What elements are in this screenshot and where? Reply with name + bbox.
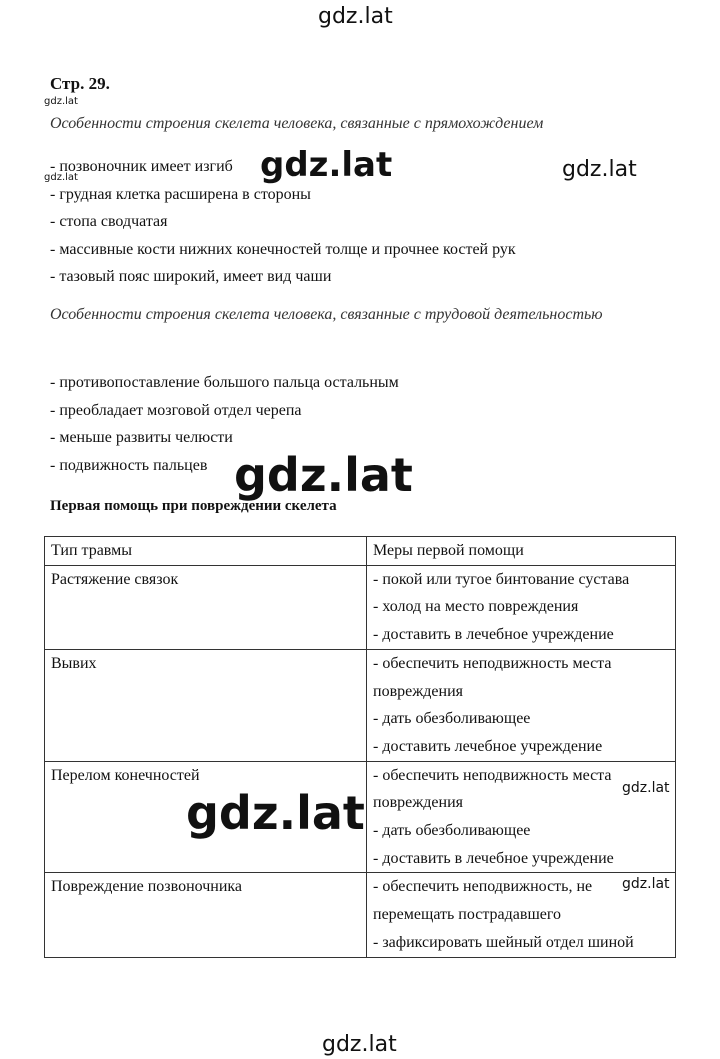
measure-item: - доставить в лечебное учреждение <box>373 849 614 867</box>
measures-cell <box>367 649 676 761</box>
measure-item: - доставить лечебное учреждение <box>373 737 603 755</box>
watermark-large: gdz.lat <box>260 145 393 185</box>
watermark-large: gdz.lat <box>234 448 413 502</box>
measures-cell <box>367 565 676 649</box>
watermark-small: gdz.lat <box>622 780 670 796</box>
section-heading-labor: Особенности строения скелета человека, связанные с трудовой деятельностью <box>50 306 603 323</box>
watermark-top: gdz.lat <box>318 4 393 29</box>
table-row <box>45 565 676 649</box>
watermark-small: gdz.lat <box>622 876 670 892</box>
measure-item: - зафиксировать шейный отдел шиной <box>373 933 634 951</box>
measure-item: - дать обезболивающее <box>373 710 531 728</box>
watermark-medium: gdz.lat <box>562 157 637 182</box>
injury-cell: Перелом конечностей <box>45 761 367 873</box>
measure-item: - обеспечить неподвижность места повреждения <box>373 654 612 700</box>
list-item: - преобладает мозговой отдел черепа <box>50 401 302 419</box>
list-item: - тазовый пояс широкий, имеет вид чаши <box>50 268 332 285</box>
section-heading-upright: Особенности строения скелета человека, связанные с прямохождением <box>50 115 544 132</box>
measure-item: - холод на место повреждения <box>373 598 579 616</box>
list-item: - противопоставление большого пальца остальным <box>50 374 399 391</box>
table-row <box>45 649 676 761</box>
measure-item: - обеспечить неподвижность места повреждения <box>373 766 612 812</box>
watermark-bottom: gdz.lat <box>322 1032 397 1057</box>
injury-cell: Растяжение связок <box>45 565 367 649</box>
watermark-large: gdz.lat <box>186 786 365 840</box>
measure-item: - покой или тугое бинтование сустава <box>373 570 630 588</box>
list-item: - массивные кости нижних конечностей толще и прочнее костей рук <box>50 240 516 258</box>
injury-cell: Вывих <box>45 649 367 761</box>
header-injury-type: Тип травмы <box>45 537 367 566</box>
list-item: - меньше развиты челюсти <box>50 429 233 446</box>
table-title: Первая помощь при повреждении скелета <box>50 498 337 514</box>
measure-item: - обеспечить неподвижность, не перемещать пострадавшего <box>373 878 593 924</box>
header-first-aid: Меры первой помощи <box>367 537 676 566</box>
page-title: Стр. 29. <box>50 74 110 93</box>
injury-cell: Повреждение позвоночника <box>45 873 367 957</box>
measures-cell <box>367 761 676 873</box>
watermark-tiny: gdz.lat <box>44 172 78 183</box>
first-aid-table <box>44 536 676 958</box>
list-item: - позвоночник имеет изгиб <box>50 158 233 175</box>
table-row <box>45 873 676 957</box>
table-header-row <box>45 537 676 566</box>
list-item: - стопа сводчатая <box>50 213 168 230</box>
measure-item: - дать обезболивающее <box>373 822 531 840</box>
list-item: - грудная клетка расширена в стороны <box>50 185 311 203</box>
measure-item: - доставить в лечебное учреждение <box>373 626 614 644</box>
watermark-tiny: gdz.lat <box>44 96 78 107</box>
list-item: - подвижность пальцев <box>50 456 208 474</box>
